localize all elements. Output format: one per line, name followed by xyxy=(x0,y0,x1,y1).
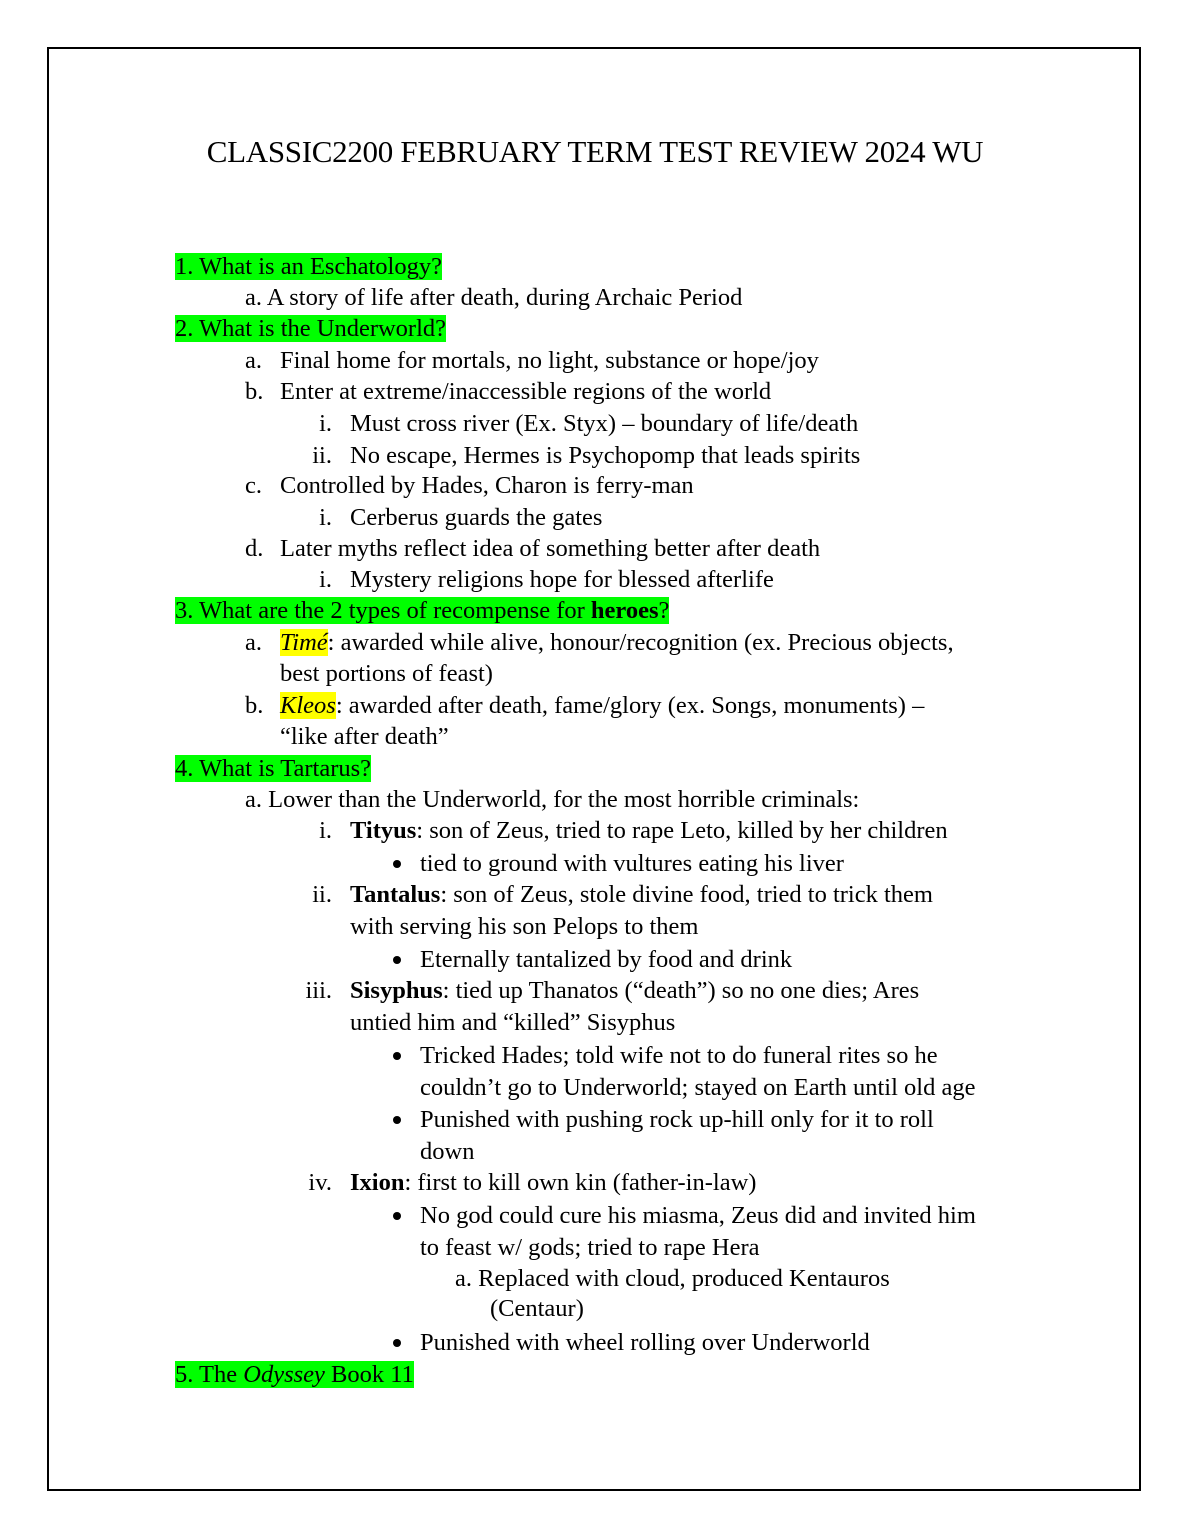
item-text: : tied up Thanatos (“death”) so no one dies; Ares xyxy=(442,977,920,1004)
q1-item-a xyxy=(245,283,742,313)
q2-b-i-text: Must cross river (Ex. Styx) – boundary of life/death xyxy=(350,410,859,437)
q3-item-b-marker: b. xyxy=(245,692,264,719)
item-text: : first to kill own kin (father-in-law) xyxy=(404,1169,757,1196)
item-text: : son of Zeus, stole divine food, tried to trick them xyxy=(440,881,933,908)
question-5-italic: Odyssey xyxy=(243,1361,325,1388)
q4-iii-bullet-1-cont: couldn’t go to Underworld; stayed on Earth until old age xyxy=(420,1074,976,1101)
q2-item-a xyxy=(245,346,262,376)
q3-item-b-cont: “like after death” xyxy=(280,723,449,750)
item-marker: b. xyxy=(245,378,264,405)
bullet-icon xyxy=(393,1339,401,1347)
q2-item-c xyxy=(245,471,262,501)
question-4 xyxy=(175,754,371,784)
question-2 xyxy=(175,314,446,344)
q2-item-c-text: Controlled by Hades, Charon is ferry-man xyxy=(280,472,694,499)
q4-iii-sisyphus xyxy=(350,976,919,1006)
q4-iii-bullet-1: Tricked Hades; told wife not to do funeral rites so he xyxy=(420,1042,938,1069)
page-title: CLASSIC2200 FEBRUARY TERM TEST REVIEW 2024 WU xyxy=(206,134,984,169)
item-text: A story of life after death, during Archaic Period xyxy=(266,284,743,311)
item-text: : awarded after death, fame/glory (ex. Songs, monuments) – xyxy=(335,692,925,719)
q2-c-i-marker: i. xyxy=(319,504,332,531)
q2-d-i-text: Mystery religions hope for blessed afterlife xyxy=(350,566,774,593)
q2-b-i-marker: i. xyxy=(319,410,332,437)
question-3-text: 3. What are the 2 types of recompense for xyxy=(175,597,591,624)
term-kleos: Kleos xyxy=(280,692,336,719)
question-4-label: 4. What is Tartarus? xyxy=(175,755,372,782)
q4-ii-tantalus xyxy=(350,880,933,910)
q2-d-i-marker: i. xyxy=(319,566,332,593)
q2-c-i-text: Cerberus guards the gates xyxy=(350,504,603,531)
item-marker: a. xyxy=(245,284,262,311)
term-time: Timé xyxy=(280,629,328,656)
q4-iv-sub-a-cont: (Centaur) xyxy=(490,1295,584,1322)
q4-iv-bullet-1: No god could cure his miasma, Zeus did and invited him xyxy=(420,1202,976,1229)
q2-item-d xyxy=(245,534,263,564)
q3-item-a-cont: best portions of feast) xyxy=(280,660,493,687)
q4-ii-bullet-1: Eternally tantalized by food and drink xyxy=(420,946,793,973)
q4-iv-marker: iv. xyxy=(308,1169,332,1196)
q4-iii-bullet-2-cont: down xyxy=(420,1138,475,1165)
bullet-icon xyxy=(393,956,401,964)
item-text: : awarded while alive, honour/recognition (ex. Precious objects, xyxy=(327,629,954,656)
q4-iv-ixion xyxy=(350,1168,756,1198)
q2-item-b-text: Enter at extreme/inaccessible regions of the world xyxy=(280,378,772,405)
item-text: : son of Zeus, tried to rape Leto, killed by her children xyxy=(416,817,948,844)
question-3-label xyxy=(175,597,669,624)
q4-ii-cont: with serving his son Pelops to them xyxy=(350,913,699,940)
q3-item-a-marker: a. xyxy=(245,629,262,656)
question-1-label: 1. What is an Eschatology? xyxy=(175,253,442,280)
q4-item-a: a. Lower than the Underworld, for the most horrible criminals: xyxy=(245,786,860,813)
q4-iii-bullet-2: Punished with pushing rock up-hill only for it to roll xyxy=(420,1106,934,1133)
name-tityus: Tityus xyxy=(350,817,417,844)
item-marker: a. xyxy=(245,347,262,374)
q4-i-bullet-1: tied to ground with vultures eating his liver xyxy=(420,850,844,877)
q4-i-marker: i. xyxy=(319,817,332,844)
question-1 xyxy=(175,252,442,282)
bullet-icon xyxy=(393,1052,401,1060)
q3-item-b xyxy=(280,691,924,721)
question-5-end: Book 11 xyxy=(324,1361,414,1388)
question-3-end: ? xyxy=(658,597,670,624)
question-2-label: 2. What is the Underworld? xyxy=(175,315,447,342)
q2-item-d-text: Later myths reflect idea of something better after death xyxy=(280,535,821,562)
name-tantalus: Tantalus xyxy=(350,881,441,908)
q2-b-ii-marker: ii. xyxy=(312,442,332,469)
bullet-icon xyxy=(393,1212,401,1220)
q4-iii-cont: untied him and “killed” Sisyphus xyxy=(350,1009,676,1036)
q4-ii-marker: ii. xyxy=(312,881,332,908)
q2-item-b xyxy=(245,377,263,407)
question-3 xyxy=(175,596,669,626)
bullet-icon xyxy=(393,1116,401,1124)
question-5-label xyxy=(175,1361,414,1388)
q4-iv-bullet-1-cont: to feast w/ gods; tried to rape Hera xyxy=(420,1234,760,1261)
question-3-bold: heroes xyxy=(590,597,659,624)
question-5 xyxy=(175,1360,414,1390)
bullet-icon xyxy=(393,860,401,868)
q3-item-a xyxy=(280,628,954,658)
name-sisyphus: Sisyphus xyxy=(350,977,443,1004)
q4-iii-marker: iii. xyxy=(305,977,332,1004)
q4-iv-sub-a: a. Replaced with cloud, produced Kentauros xyxy=(455,1265,890,1292)
name-ixion: Ixion xyxy=(350,1169,405,1196)
item-marker: c. xyxy=(245,472,262,499)
q2-b-ii-text: No escape, Hermes is Psychopomp that leads spirits xyxy=(350,442,861,469)
q4-i-tityus xyxy=(350,816,948,846)
question-5-text: 5. The xyxy=(175,1361,244,1388)
q2-item-a-text: Final home for mortals, no light, substance or hope/joy xyxy=(280,347,819,374)
q4-iv-bullet-2: Punished with wheel rolling over Underworld xyxy=(420,1329,870,1356)
item-marker: d. xyxy=(245,535,264,562)
